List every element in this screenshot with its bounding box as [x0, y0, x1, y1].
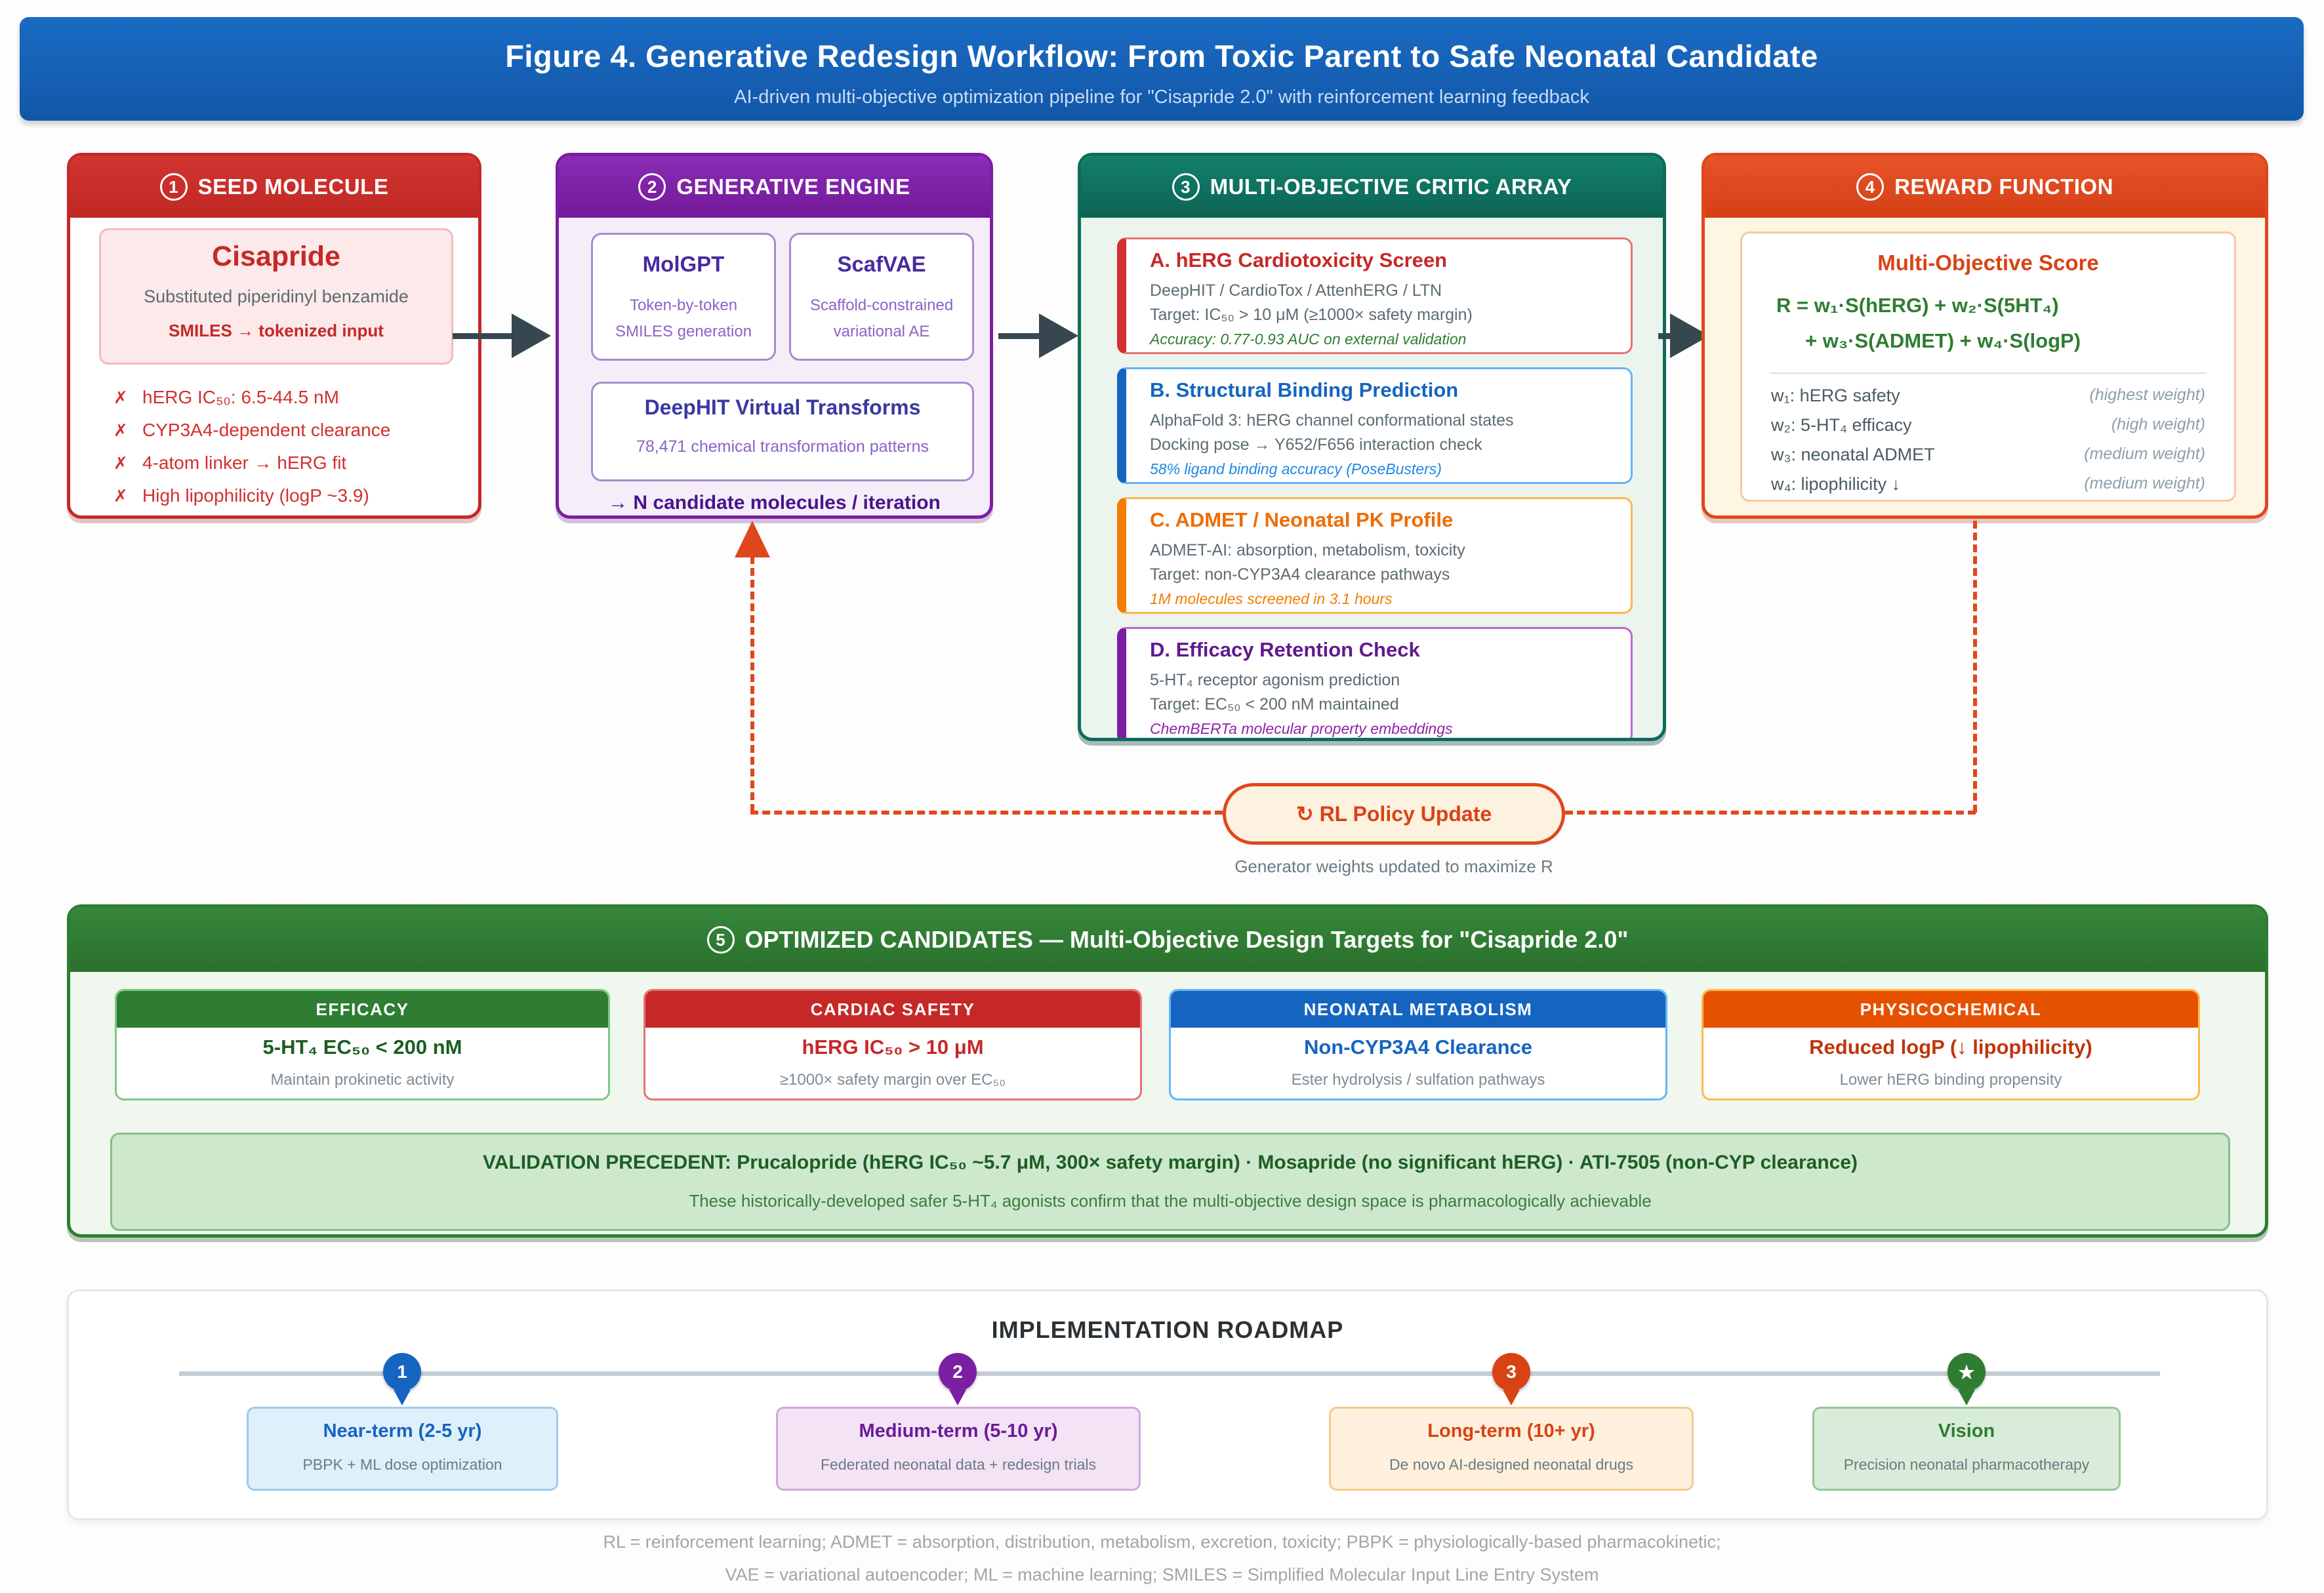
target-card-sub: Ester hydrolysis / sulfation pathways — [1291, 1071, 1545, 1089]
milestone-3-pin-icon — [1503, 1390, 1520, 1405]
score-title: Multi-Objective Score — [1877, 251, 2099, 275]
physicochemical-target-card — [1702, 989, 2200, 1100]
long-term-card — [1329, 1407, 1694, 1491]
step-4-number-icon: 4 — [1856, 173, 1884, 201]
seed-issue — [113, 453, 390, 485]
milestone-4-icon: ★ — [1947, 1353, 1986, 1391]
critic-header-label: MULTI-OBJECTIVE CRITIC ARRAY — [1210, 174, 1572, 199]
milestone-2-pin-icon — [949, 1390, 966, 1405]
footer-abbreviations-line1: RL = reinforcement learning; ADMET = absorption, distribution, metabolism, excretion, toxicity; PBPK = physiologically-based pharmacokinetic; — [603, 1532, 1721, 1552]
validation-precedent-box — [110, 1133, 2230, 1231]
step-5-number-icon: 5 — [707, 926, 735, 954]
milestone-sub: Precision neonatal pharmacotherapy — [1843, 1456, 2090, 1473]
near-term-card — [247, 1407, 558, 1491]
milestone-3-icon: 3 — [1492, 1353, 1530, 1391]
feedback-line-left-horizontal — [750, 811, 1223, 815]
target-card-header: CARDIAC SAFETY — [645, 991, 1140, 1028]
validation-sub: These historically-developed safer 5-HT₄ agonists confirm that the multi-objective design space is pharmacologically achievable — [689, 1191, 1652, 1211]
critic-array-header — [1081, 156, 1663, 218]
generative-engine-box — [556, 153, 993, 519]
feedback-line-right-horizontal — [1565, 811, 1976, 815]
target-card-value: Non-CYP3A4 Clearance — [1303, 1036, 1532, 1059]
feedback-line-right-vertical — [1973, 521, 1977, 813]
generative-engine-header — [559, 156, 990, 218]
scafvae-card — [789, 233, 974, 361]
target-card-value: Reduced logP (↓ lipophilicity) — [1809, 1036, 2092, 1059]
vision-card — [1812, 1407, 2121, 1491]
critic-card-line: AlphaFold 3: hERG channel conformational states — [1150, 411, 1514, 430]
cross-icon: ✗ — [113, 388, 128, 407]
model-desc: Token-by-token — [629, 296, 738, 314]
flow-arrow-2-icon — [1039, 313, 1078, 358]
critic-card-line: Target: IC₅₀ > 10 μM (≥1000× safety margin) — [1150, 306, 1473, 324]
critic-card-line: ADMET-AI: absorption, metabolism, toxicity — [1150, 541, 1465, 559]
cardiac-safety-target-card — [643, 989, 1142, 1100]
seed-issue-text: CYP3A4-dependent clearance — [142, 420, 391, 440]
weight-label: w₃: neonatal ADMET — [1771, 445, 1935, 464]
divider — [1770, 373, 2207, 374]
herg-screen-card — [1117, 237, 1633, 354]
critic-card-note: 58% ligand binding accuracy (PoseBusters) — [1150, 460, 1442, 477]
optimized-candidates-header — [70, 908, 2265, 972]
milestone-sub: PBPK + ML dose optimization — [302, 1456, 502, 1473]
critic-card-title: A. hERG Cardiotoxicity Screen — [1150, 249, 1448, 272]
implementation-roadmap-box — [67, 1289, 2268, 1520]
flow-arrow-1-icon — [512, 313, 551, 358]
neonatal-metabolism-target-card — [1169, 989, 1667, 1100]
reward-function-box — [1702, 153, 2268, 519]
critic-card-line: 5-HT₄ receptor agonism prediction — [1150, 671, 1400, 689]
feedback-arrow-up-icon — [735, 521, 770, 557]
milestone-1-pin-icon — [394, 1390, 411, 1405]
milestone-sub: De novo AI-designed neonatal drugs — [1389, 1456, 1634, 1473]
step-1-number-icon: 1 — [160, 173, 188, 201]
weight-row — [1771, 415, 2205, 445]
critic-card-line: Target: EC₅₀ < 200 nM maintained — [1150, 695, 1399, 714]
reward-header-label: REWARD FUNCTION — [1894, 174, 2113, 199]
seed-issue-text: High lipophilicity (logP ~3.9) — [142, 485, 369, 506]
seed-molecule-header — [70, 156, 478, 218]
milestone-sub: Federated neonatal data + redesign trials — [820, 1456, 1097, 1473]
critic-card-note: 1M molecules screened in 3.1 hours — [1150, 590, 1393, 607]
flow-arrow-3-line — [1658, 333, 1671, 339]
figure-subtitle: AI-driven multi-objective optimization pipeline for "Cisapride 2.0" with reinforcement learning feedback — [734, 87, 1589, 108]
weight-note: (medium weight) — [2084, 445, 2205, 463]
weight-row — [1771, 474, 2205, 504]
weight-label: w₄: lipophilicity ↓ — [1771, 474, 1901, 494]
seed-issue — [113, 387, 390, 420]
milestone-title: Near-term (2-5 yr) — [323, 1421, 482, 1442]
target-card-value: 5-HT₄ EC₅₀ < 200 nM — [262, 1036, 462, 1059]
target-card-header: PHYSICOCHEMICAL — [1703, 991, 2198, 1028]
multi-objective-score-card — [1740, 232, 2236, 502]
reward-function-header — [1705, 156, 2265, 218]
flow-arrow-1-line — [453, 333, 513, 339]
cisapride-card — [99, 228, 453, 365]
validation-title: VALIDATION PRECEDENT: Prucalopride (hERG IC₅₀ ~5.7 μM, 300× safety margin) · Mosapride (no significant hERG) · ATI-7505 (non-CYP clearance) — [482, 1152, 1858, 1173]
milestone-4-pin-icon — [1958, 1390, 1975, 1405]
weight-label: w₂: 5-HT₄ efficacy — [1771, 415, 1912, 435]
model-desc: Scaffold-constrained — [809, 296, 954, 314]
milestone-title: Vision — [1938, 1421, 1995, 1442]
rl-policy-update-pill — [1223, 783, 1565, 845]
critic-card-note: Accuracy: 0.77-0.93 AUC on external validation — [1150, 331, 1467, 348]
smiles-input-note: SMILES → tokenized input — [169, 321, 384, 340]
rl-policy-update-label: ↻ RL Policy Update — [1295, 802, 1492, 826]
engine-output-note: → N candidate molecules / iteration — [608, 492, 941, 514]
target-card-sub: Maintain prokinetic activity — [270, 1071, 455, 1089]
weight-row — [1771, 386, 2205, 415]
weight-note: (highest weight) — [2089, 386, 2205, 404]
figure-title: Figure 4. Generative Redesign Workflow: From Toxic Parent to Safe Neonatal Candidate — [505, 39, 1818, 73]
roadmap-title: IMPLEMENTATION ROADMAP — [991, 1316, 1344, 1343]
candidates-header-label: OPTIMIZED CANDIDATES — Multi-Objective Design Targets for "Cisapride 2.0" — [744, 926, 1629, 953]
model-name: DeepHIT Virtual Transforms — [644, 395, 921, 419]
efficacy-retention-card — [1117, 627, 1633, 741]
critic-array-box — [1078, 153, 1666, 741]
critic-card-line: DeepHIT / CardioTox / AttenhERG / LTN — [1150, 281, 1442, 300]
figure-title-bar — [20, 17, 2304, 121]
molecule-class: Substituted piperidinyl benzamide — [144, 287, 409, 306]
binding-prediction-card — [1117, 367, 1633, 484]
cross-icon: ✗ — [113, 420, 128, 440]
target-card-header: EFFICACY — [117, 991, 608, 1028]
feedback-line-left-vertical — [750, 556, 754, 812]
molgpt-card — [591, 233, 776, 361]
milestone-1-icon: 1 — [383, 1353, 421, 1391]
critic-card-line: Target: non-CYP3A4 clearance pathways — [1150, 565, 1450, 584]
seed-issue-text: hERG IC₅₀: 6.5-44.5 nM — [142, 387, 339, 407]
seed-issue-text: 4-atom linker → hERG fit — [142, 453, 347, 473]
reward-formula-line2: + w₃·S(ADMET) + w₄·S(logP) — [1805, 329, 2081, 352]
milestone-title: Medium-term (5-10 yr) — [859, 1421, 1058, 1442]
critic-card-title: B. Structural Binding Prediction — [1150, 378, 1459, 401]
model-name: ScafVAE — [837, 252, 926, 276]
weight-row — [1771, 445, 2205, 474]
molecule-name: Cisapride — [212, 241, 340, 272]
step-3-number-icon: 3 — [1172, 173, 1200, 201]
seed-issue — [113, 420, 390, 453]
efficacy-target-card — [115, 989, 610, 1100]
critic-card-title: D. Efficacy Retention Check — [1150, 638, 1420, 661]
target-card-sub: Lower hERG binding propensity — [1839, 1071, 2062, 1089]
seed-issue-list — [113, 387, 390, 518]
step-2-number-icon: 2 — [638, 173, 666, 201]
milestone-2-icon: 2 — [939, 1353, 977, 1391]
model-desc: variational AE — [833, 323, 930, 340]
weight-note: (medium weight) — [2084, 474, 2205, 493]
seed-issue — [113, 485, 390, 518]
weight-label: w₁: hERG safety — [1771, 386, 1900, 405]
footer-abbreviations-line2: VAE = variational autoencoder; ML = machine learning; SMILES = Simplified Molecular Input Line Entry System — [725, 1565, 1599, 1584]
target-card-sub: ≥1000× safety margin over EC₅₀ — [779, 1071, 1006, 1089]
deephit-transforms-card — [591, 382, 974, 481]
target-card-header: NEONATAL METABOLISM — [1171, 991, 1665, 1028]
weight-note: (high weight) — [2111, 415, 2205, 434]
model-desc: 78,471 chemical transformation patterns — [636, 437, 929, 456]
reward-formula-line1: R = w₁·S(hERG) + w₂·S(5HT₄) — [1776, 294, 2059, 317]
model-desc: SMILES generation — [615, 323, 752, 340]
optimized-candidates-box — [67, 904, 2268, 1238]
seed-header-label: SEED MOLECULE — [197, 174, 389, 199]
seed-molecule-box — [67, 153, 481, 519]
engine-header-label: GENERATIVE ENGINE — [676, 174, 910, 199]
cross-icon: ✗ — [113, 486, 128, 506]
milestone-title: Long-term (10+ yr) — [1427, 1421, 1595, 1442]
flow-arrow-2-line — [998, 333, 1040, 339]
target-card-value: hERG IC₅₀ > 10 μM — [802, 1036, 984, 1059]
rl-policy-caption: Generator weights updated to maximize R — [1234, 857, 1553, 876]
medium-term-card — [776, 1407, 1141, 1491]
critic-card-title: C. ADMET / Neonatal PK Profile — [1150, 508, 1454, 531]
admet-profile-card — [1117, 497, 1633, 614]
critic-card-note: ChemBERTa molecular property embeddings — [1150, 720, 1453, 737]
critic-card-line: Docking pose → Y652/F656 interaction check — [1150, 435, 1482, 454]
cross-icon: ✗ — [113, 453, 128, 473]
roadmap-timeline — [179, 1371, 2160, 1376]
model-name: MolGPT — [642, 252, 725, 276]
